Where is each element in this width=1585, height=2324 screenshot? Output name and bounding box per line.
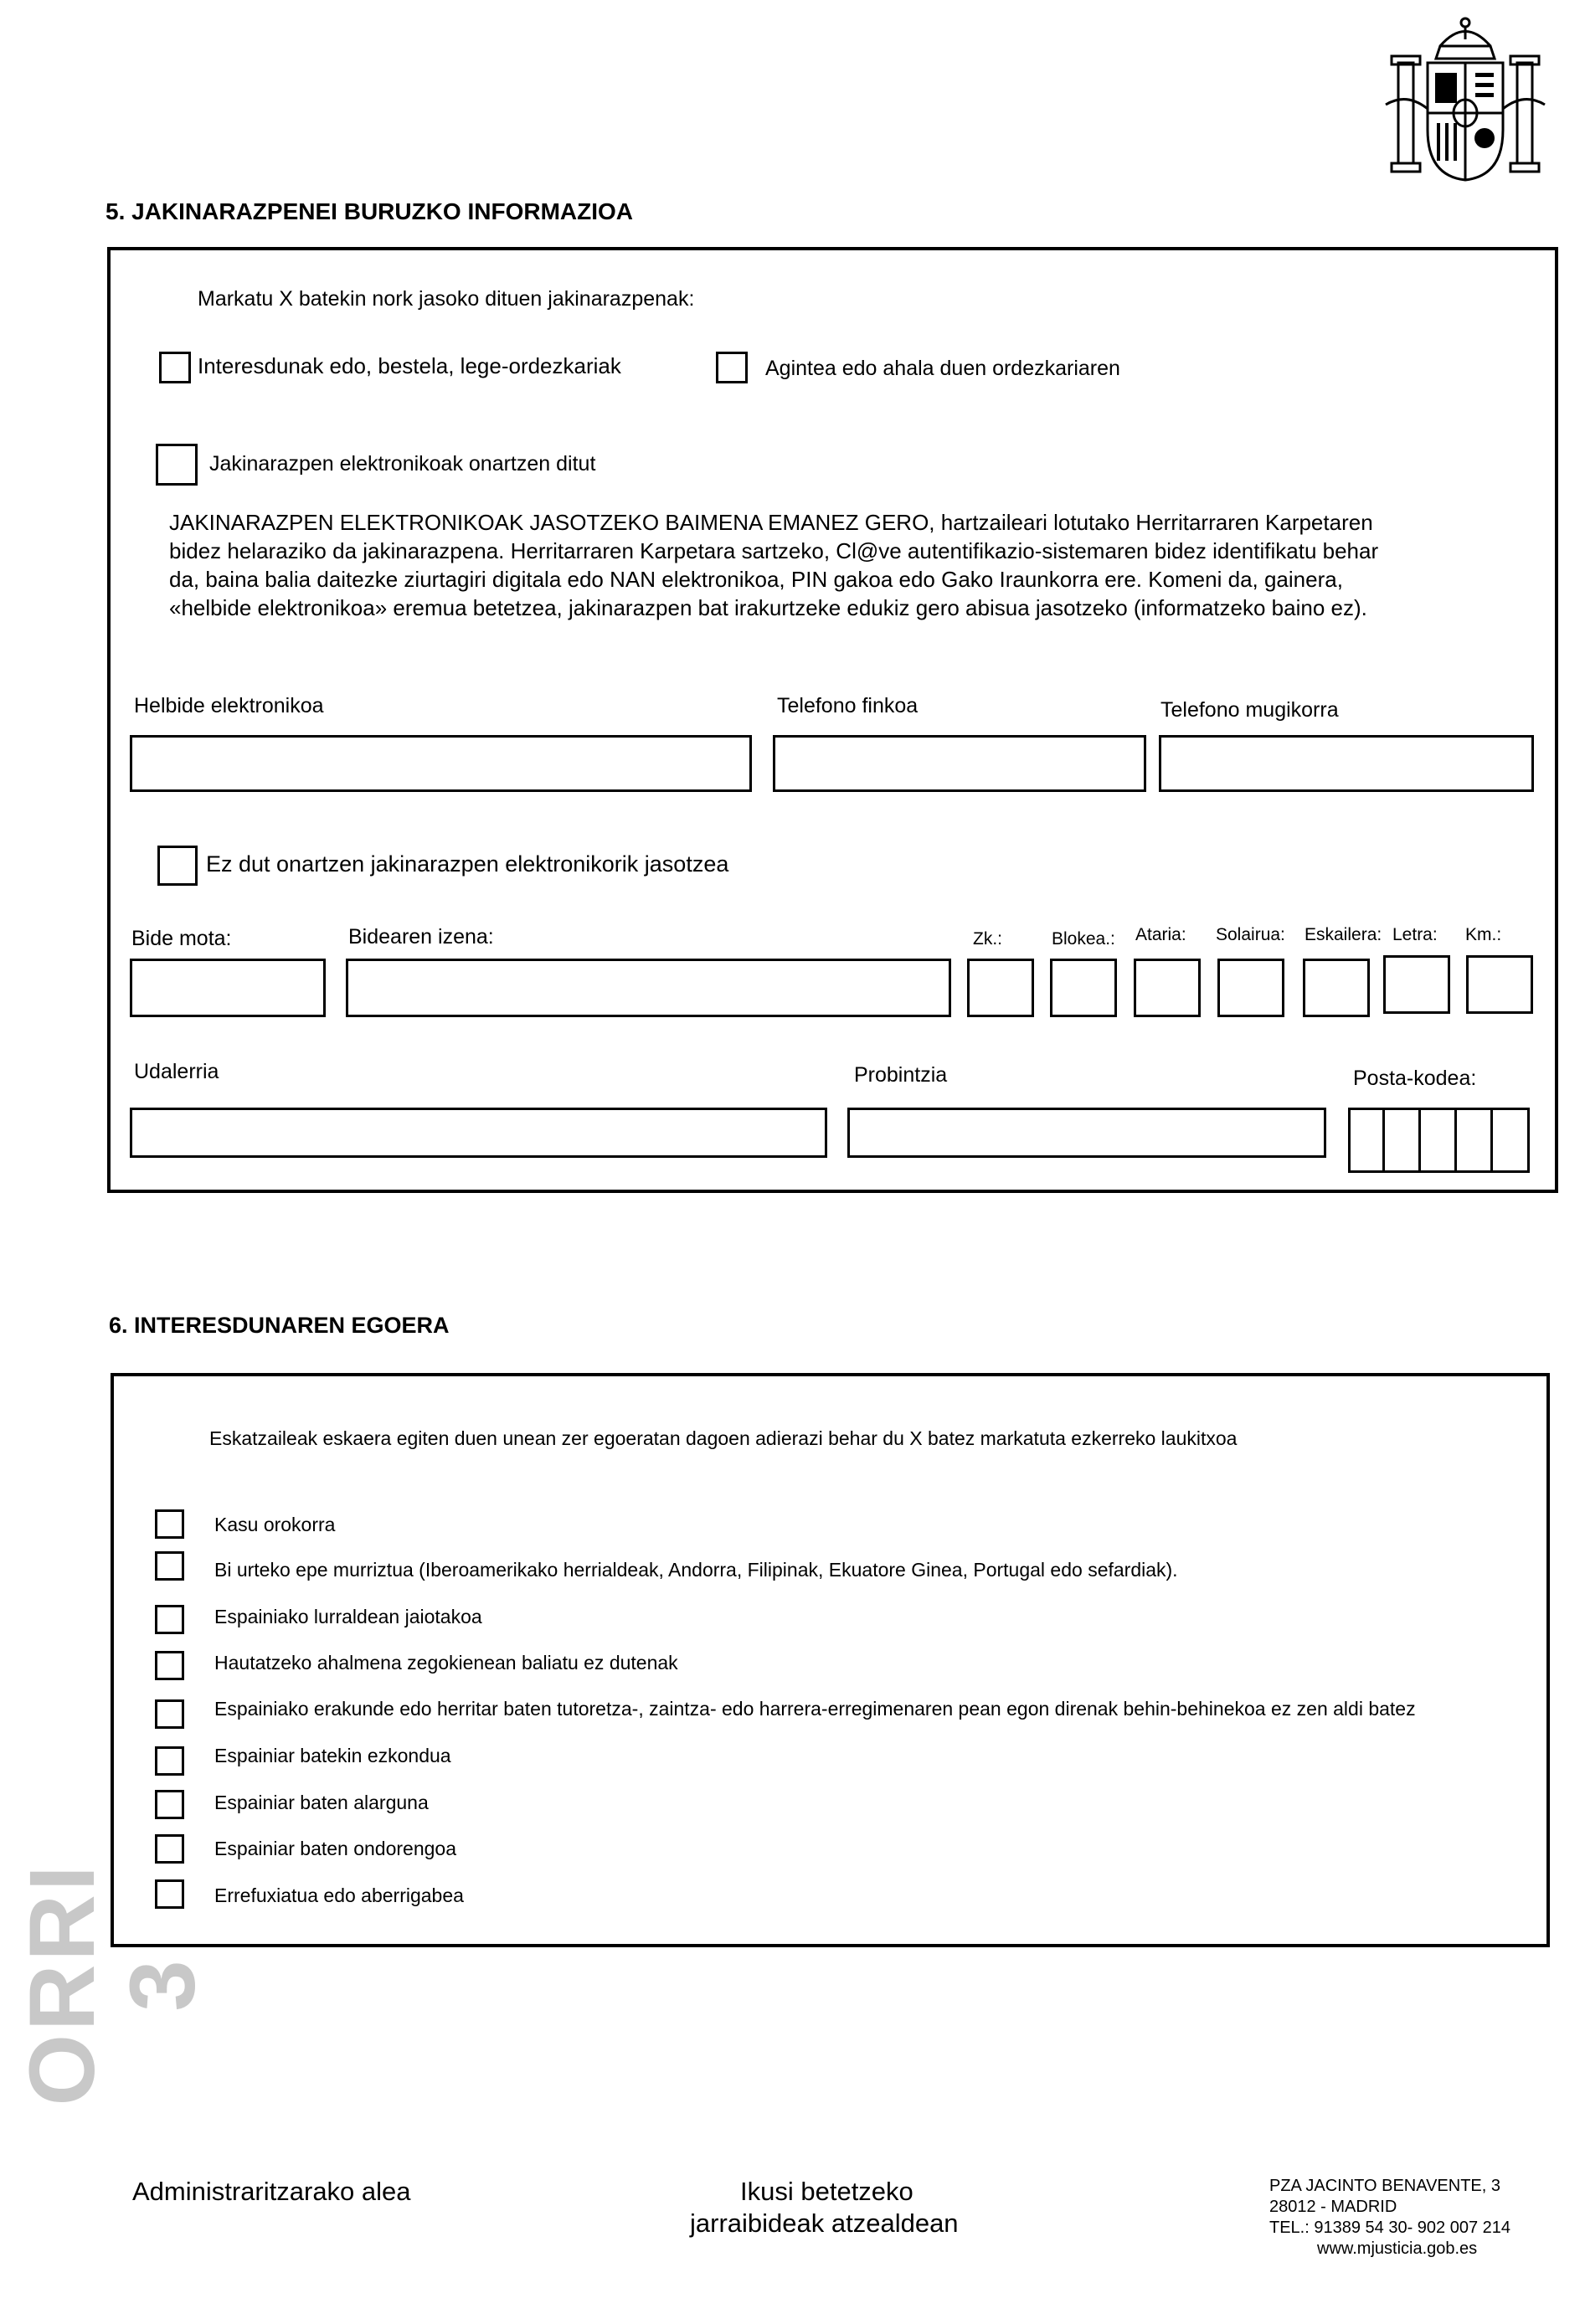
- authority-representative-checkbox[interactable]: [716, 352, 748, 383]
- situation-label: Espainiako erakunde edo herritar baten tutoretza-, zaintza- edo harrera-erregimenaren pean egon direnak behin-behinekoa ez zen aldi batez: [214, 1698, 1416, 1720]
- number-field[interactable]: [967, 959, 1034, 1017]
- reject-electronic-label: Ez dut onartzen jakinarazpen elektronikorik jasotzea: [206, 851, 729, 877]
- mobile-label: Telefono mugikorra: [1160, 698, 1339, 722]
- notice-line: da, baina balia daitezke ziurtagiri digitala edo NAN elektronikoa, PIN gakoa edo Gako Iraunkorra ere. Komeni da, gainera,: [169, 567, 1343, 592]
- postcode-label: Posta-kodea:: [1353, 1067, 1477, 1090]
- side-sheet-label: ORRI 3: [11, 1862, 214, 2106]
- portal-field[interactable]: [1134, 959, 1201, 1017]
- road-name-label: Bidearen izena:: [348, 925, 494, 949]
- email-label: Helbide elektronikoa: [134, 694, 324, 717]
- stairs-field[interactable]: [1303, 959, 1370, 1017]
- electronic-notice-text: [169, 508, 1526, 622]
- municipality-label: Udalerria: [134, 1060, 219, 1083]
- section5-frame: [107, 247, 1558, 1193]
- situation-checkbox-refugee[interactable]: [155, 1879, 184, 1909]
- situation-checkbox-descendant[interactable]: [155, 1834, 184, 1864]
- situation-label: Errefuxiatua edo aberrigabea: [214, 1884, 464, 1906]
- situation-checkbox-reduced-term[interactable]: [155, 1551, 184, 1581]
- coat-of-arms-icon: [1382, 13, 1549, 184]
- email-field[interactable]: [130, 735, 752, 792]
- province-label: Probintzia: [854, 1063, 948, 1087]
- postcode-divider: [1490, 1108, 1493, 1173]
- km-label: Km.:: [1465, 925, 1502, 944]
- instructions-line-1: Ikusi betetzeko: [740, 2177, 913, 2206]
- floor-label: Solairua:: [1216, 925, 1285, 944]
- portal-label: Ataria:: [1135, 925, 1186, 944]
- situation-checkbox-option-not-exercised[interactable]: [155, 1651, 184, 1680]
- postcode-divider: [1418, 1108, 1421, 1173]
- situation-instruction: Eskatzaileak eskaera egiten duen unean zer egoeratan dagoen adierazi behar du X batez markatuta ezkerreko laukitxoa: [209, 1427, 1238, 1449]
- authority-representative-label: Agintea edo ahala duen ordezkariaren: [765, 357, 1120, 380]
- situation-label: Espainiar baten alarguna: [214, 1792, 429, 1813]
- block-field[interactable]: [1050, 959, 1117, 1017]
- notice-line: bidez helaraziko da jakinarazpena. Herritarraren Karpetara sartzeko, Cl@ve autentifikazio-sistemaren bidez identifikatu behar: [169, 538, 1379, 563]
- block-label: Blokea.:: [1052, 929, 1115, 949]
- situation-label: Kasu orokorra: [214, 1514, 336, 1535]
- address-block: [1269, 2176, 1510, 2260]
- stairs-label: Eskailera:: [1305, 925, 1382, 944]
- situation-label: Bi urteko epe murriztua (Iberoamerikako herrialdeak, Andorra, Filipinak, Ekuatore Ginea, Portugal edo sefardiak).: [214, 1559, 1178, 1581]
- section5-title: 5. JAKINARAZPENEI BURUZKO INFORMAZIOA: [105, 198, 634, 224]
- landline-label: Telefono finkoa: [777, 694, 919, 717]
- landline-field[interactable]: [773, 735, 1146, 792]
- situation-checkbox-widowed[interactable]: [155, 1790, 184, 1819]
- address-line: TEL.: 91389 54 30- 902 007 214: [1269, 2219, 1511, 2237]
- situation-label: Espainiar batekin ezkondua: [214, 1745, 451, 1766]
- situation-checkbox-guardianship[interactable]: [155, 1699, 184, 1729]
- situation-checkbox-born-in-spain[interactable]: [155, 1605, 184, 1634]
- accept-electronic-label: Jakinarazpen elektronikoak onartzen ditut: [209, 452, 596, 476]
- postcode-divider: [1382, 1108, 1385, 1173]
- interested-party-checkbox[interactable]: [159, 352, 191, 383]
- situation-label: Espainiako lurraldean jaiotakoa: [214, 1606, 482, 1627]
- road-name-field[interactable]: [346, 959, 951, 1017]
- reject-electronic-checkbox[interactable]: [157, 846, 198, 886]
- number-label: Zk.:: [973, 929, 1002, 949]
- website-link[interactable]: www.mjusticia.gob.es: [1317, 2239, 1478, 2258]
- letter-field[interactable]: [1383, 955, 1450, 1014]
- section6-title: 6. INTERESDUNAREN EGOERA: [109, 1313, 450, 1338]
- address-line: 28012 - MADRID: [1269, 2198, 1397, 2216]
- instructions-line-2: jarraibideak atzealdean: [690, 2208, 959, 2238]
- province-field[interactable]: [847, 1108, 1326, 1158]
- situation-label: Hautatzeko ahalmena zegokienean baliatu ez dutenak: [214, 1652, 678, 1674]
- postcode-divider: [1454, 1108, 1457, 1173]
- road-type-label: Bide mota:: [131, 927, 232, 950]
- mobile-field[interactable]: [1159, 735, 1534, 792]
- postcode-field[interactable]: [1348, 1108, 1530, 1173]
- notification-recipient-instruction: Markatu X batekin nork jasoko dituen jakinarazpenak:: [198, 287, 695, 311]
- situation-checkbox-general[interactable]: [155, 1509, 184, 1539]
- municipality-field[interactable]: [130, 1108, 827, 1158]
- floor-field[interactable]: [1217, 959, 1284, 1017]
- situation-checkbox-married-spaniard[interactable]: [155, 1746, 184, 1776]
- situation-label: Espainiar baten ondorengoa: [214, 1838, 457, 1859]
- copy-label: Administraritzarako alea: [132, 2177, 411, 2206]
- km-field[interactable]: [1466, 955, 1533, 1014]
- accept-electronic-checkbox[interactable]: [156, 444, 198, 486]
- address-line: PZA JACINTO BENAVENTE, 3: [1269, 2177, 1500, 2195]
- road-type-field[interactable]: [130, 959, 326, 1017]
- notice-line: JAKINARAZPEN ELEKTRONIKOAK JASOTZEKO BAIMENA EMANEZ GERO, hartzaileari lotutako Herritarraren Karpetaren: [169, 510, 1373, 535]
- notice-line: «helbide elektronikoa» eremua betetzea, jakinarazpen bat irakurtzeke edukiz gero abisua jasotzeko (informatzeko baino ez).: [169, 595, 1367, 620]
- interested-party-label: Interesdunak edo, bestela, lege-ordezkariak: [198, 353, 621, 378]
- letter-label: Letra:: [1392, 925, 1438, 944]
